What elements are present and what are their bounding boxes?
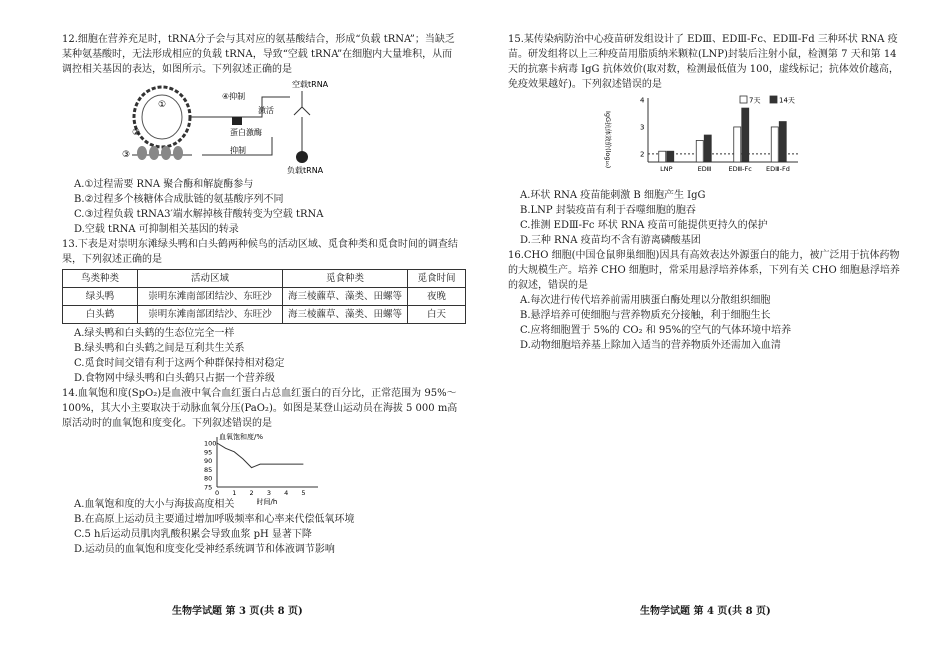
q13-option-b: B.绿头鸭和白头鹤之间是互利共生关系: [74, 343, 245, 354]
legend-swatch: [770, 96, 777, 103]
q15-option-a: A.环状 RNA 疫苗能刺激 B 细胞产生 IgG: [520, 190, 706, 201]
legend-label: 7天: [749, 96, 761, 105]
q12-option-c: C.③过程负载 tRNA3′端水解掉核苷酸转变为空载 tRNA: [74, 209, 324, 220]
observation-table: [62, 269, 466, 324]
q14-option-a: A.血氧饱和度的大小与海拔高度相关: [74, 499, 235, 510]
q12-option-a: A.①过程需要 RNA 聚合酶和解旋酶参与: [74, 179, 254, 190]
q14-option-b: B.在高原上运动员主要通过增加呼吸频率和心率来代偿低氧环境: [74, 514, 355, 525]
x-tick-label: EDⅢ: [697, 165, 712, 173]
label-1: ①: [158, 100, 167, 110]
y-tick-label: 80: [204, 474, 213, 483]
label-3: ③: [122, 150, 131, 160]
table-cell: 海三棱藨草、藻类、田螺等: [283, 306, 408, 324]
table-cell: 崇明东滩南部团结沙、东旺沙: [138, 288, 283, 306]
q16-option-d: D.动物细胞培养基上除加入适当的营养物质外还需加入血清: [520, 340, 781, 351]
table-cell: 夜晚: [408, 288, 466, 306]
x-tick-label: 3: [266, 489, 271, 497]
right-column: [508, 32, 908, 353]
x-tick-label: LNP: [660, 165, 673, 173]
question-16: [508, 248, 908, 353]
q15-figure: [508, 92, 908, 188]
q13-option-d: D.食物网中绿头鸭和白头鹤只占据一个营养级: [74, 373, 275, 384]
y-tick-label: 2: [640, 150, 645, 159]
question-15: [508, 32, 908, 248]
table-header: 活动区域: [138, 270, 283, 288]
question-14: [62, 386, 462, 557]
bar-14d: [667, 151, 674, 162]
y-tick-label: 100: [204, 439, 217, 448]
bar-14d: [704, 135, 711, 162]
q16-option-b: B.悬浮培养可使细胞与营养物质充分接触，利于细胞生长: [520, 310, 771, 321]
question-12: [62, 32, 462, 237]
label-loaded-trna: 负载tRNA: [287, 166, 324, 175]
page-footer-left: 生物学试题 第 3 页(共 8 页): [172, 606, 303, 617]
kinase-shape: [232, 117, 242, 125]
x-tick-label: 0: [215, 489, 220, 497]
table-cell: 白天: [408, 306, 466, 324]
y-tick-label: 4: [640, 96, 645, 105]
y-tick-label: 3: [640, 123, 645, 132]
q13-option-c: C.觅食时间交错有利于这两个种群保持相对稳定: [74, 358, 285, 369]
table-cell: 崇明东滩南部团结沙、东旺沙: [138, 306, 283, 324]
q13-option-a: A.绿头鸭和白头鹤的生态位完全一样: [74, 328, 235, 339]
q14-option-d: D.运动员的血氧饱和度变化受神经系统调节和体液调节影响: [74, 544, 335, 555]
loaded-trna-shape: [296, 151, 308, 163]
table-header-row: [63, 270, 466, 288]
bar-14d: [742, 108, 749, 162]
y-tick-label: 75: [204, 483, 213, 492]
q14-option-c: C.5 h后运动员肌肉乳酸积累会导致血浆 pH 显著下降: [74, 529, 312, 540]
x-tick-label: 5: [301, 489, 306, 497]
bar-7d: [696, 140, 703, 162]
left-column: [62, 32, 462, 557]
q16-option-c: C.应将细胞置于 5%的 CO₂ 和 95%的空气的气体环境中培养: [520, 325, 792, 336]
spo2-series-line: [217, 443, 303, 468]
label-kinase: 蛋白激酶: [230, 128, 262, 137]
question-16-stem: 16.CHO 细胞(中国仓鼠卵巢细胞)因具有高效表达外源蛋白的能力，被广泛用于抗体药物的大规模生产。培养 CHO 细胞时，常采用悬浮培养体系，下列有关 CHO 细胞悬浮培养的叙述，错误的是: [508, 250, 900, 291]
gene-regulation-diagram: [62, 77, 462, 177]
y-axis-title: 血氧饱和度/%: [219, 433, 264, 441]
question-12-stem: 12.细胞在营养充足时，tRNA分子会与其对应的氨基酸结合，形成“负载 tRNA”；当缺乏某种氨基酸时，无法形成相应的负载 tRNA，导致“空载 tRNA”在细胞内大量堆积，从而调控相关基因的表达，如图所示。下列叙述正确的是: [62, 34, 455, 75]
x-tick-label: 2: [249, 489, 254, 497]
bar-14d: [779, 122, 786, 162]
question-13: [62, 237, 462, 386]
page-footer-right: 生物学试题 第 4 页(共 8 页): [640, 606, 771, 617]
table-row: [63, 288, 466, 306]
y-tick-label: 90: [204, 457, 213, 466]
x-tick-label: EDⅢ-Fc: [728, 165, 752, 173]
label-2: ②: [132, 128, 141, 138]
bar-7d: [734, 127, 741, 162]
igg-bar-chart: [508, 92, 908, 188]
table-header: 觅食时间: [408, 270, 466, 288]
q12-figure: [62, 77, 462, 177]
table-cell: 海三棱藨草、藻类、田螺等: [283, 288, 408, 306]
y-tick-label: 95: [204, 448, 213, 457]
q16-option-a: A.每次进行传代培养前需用胰蛋白酶处理以分散组织细胞: [520, 295, 771, 306]
table-cell: 白头鹤: [63, 306, 138, 324]
table-header: 觅食种类: [283, 270, 408, 288]
x-tick-label: EDⅢ-Fd: [766, 165, 790, 173]
label-activate: 激活: [258, 106, 274, 115]
empty-trna-shape: [294, 91, 310, 115]
bar-7d: [771, 127, 778, 162]
label-inhibit: 抑制: [230, 146, 246, 155]
question-14-stem: 14.血氧饱和度(SpO₂)是血液中氧合血红蛋白占总血红蛋白的百分比，正常范围为 95%～100%，其大小主要取决于动脉血氧分压(PaO₂)。如图是某登山运动员在海拔 5 000 m高原活动时的血氧饱和度变化。下列叙述错误的是: [62, 388, 458, 429]
q15-option-c: C.推测 EDⅢ-Fc 环状 RNA 疫苗可能提供更持久的保护: [520, 220, 768, 231]
table-row: [63, 306, 466, 324]
x-axis-title: 时间/h: [256, 498, 278, 506]
table-cell: 绿头鸭: [63, 288, 138, 306]
x-tick-label: 1: [232, 489, 237, 497]
legend-swatch: [740, 96, 747, 103]
question-13-stem: 13.下表是对崇明东滩绿头鸭和白头鹤两种候鸟的活动区域、觅食种类和觅食时间的调查结果，下列叙述正确的是: [62, 239, 458, 265]
y-tick-label: 85: [204, 465, 213, 474]
q12-option-d: D.空载 tRNA 可抑制相关基因的转录: [74, 224, 239, 235]
q15-option-b: B.LNP 封装疫苗有利于吞噬细胞的胞吞: [520, 205, 696, 216]
label-empty-trna: 空载tRNA: [292, 80, 329, 89]
legend-label: 14天: [779, 96, 795, 105]
q15-option-d: D.三种 RNA 疫苗均不含有游离磷酸基团: [520, 235, 701, 246]
table-header: 鸟类种类: [63, 270, 138, 288]
bar-7d: [659, 151, 666, 162]
x-tick-label: 4: [284, 489, 289, 497]
y-axis-title: IgG抗体效价(log₁₀): [604, 111, 612, 169]
q12-option-b: B.②过程多个核糖体合成肽链的氨基酸序列不同: [74, 194, 284, 205]
label-4: ④抑制: [222, 92, 246, 101]
question-15-stem: 15.某传染病防治中心疫苗研发组设计了 EDⅢ、EDⅢ-Fc、EDⅢ-Fd 三种环状 RNA 疫苗。研发组将以上三种疫苗用脂质纳米颗粒(LNP)封装后注射小鼠，检测第 7 天和第 14 天的抗寨卡病毒 IgG 抗体效价(取对数，检测最低值为 100，虚线标记；抗体效价越高，免疫效果越好)。下列叙述错误的是: [508, 34, 899, 90]
